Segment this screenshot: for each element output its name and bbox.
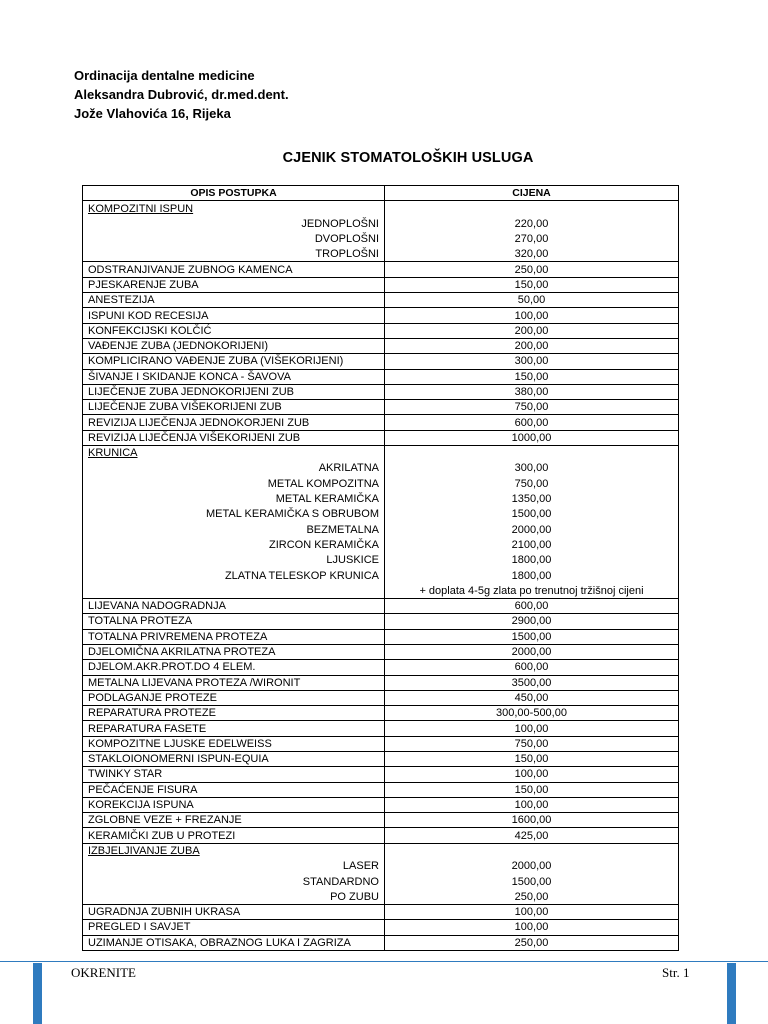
price-value: 50,00: [385, 293, 679, 308]
procedure-label: REPARATURA PROTEZE: [83, 706, 385, 721]
table-row: [83, 461, 679, 476]
table-row: [83, 323, 679, 338]
price-value: [385, 843, 679, 858]
procedure-label: TOTALNA PROTEZA: [83, 614, 385, 629]
price-value: 100,00: [385, 721, 679, 736]
footer-turn-over: OKRENITE: [71, 965, 136, 980]
procedure-label: ZGLOBNE VEZE + FREZANJE: [83, 813, 385, 828]
footer-right-bar: [727, 963, 736, 1024]
table-row: [83, 216, 679, 231]
subitem-label: ZLATNA TELESKOP KRUNICA: [83, 568, 385, 583]
table-row: [83, 369, 679, 384]
price-value: 150,00: [385, 751, 679, 766]
subitem-label: LASER: [83, 859, 385, 874]
procedure-label: KOMPOZITNE LJUSKE EDELWEISS: [83, 736, 385, 751]
price-value: 220,00: [385, 216, 679, 231]
table-row: [83, 660, 679, 675]
table-row: [83, 491, 679, 506]
subitem-label: METAL KERAMIČKA S OBRUBOM: [83, 507, 385, 522]
table-header-row: [83, 186, 679, 201]
subitem-label: ZIRCON KERAMIČKA: [83, 537, 385, 552]
category-label-text: KRUNICA: [88, 447, 138, 460]
price-value: 100,00: [385, 767, 679, 782]
price-value: 1500,00: [385, 874, 679, 889]
procedure-label: UZIMANJE OTISAKA, OBRAZNOG LUKA I ZAGRIZA: [83, 935, 385, 950]
procedure-label: ISPUNI KOD RECESIJA: [83, 308, 385, 323]
procedure-label: PJESKARENJE ZUBA: [83, 277, 385, 292]
table-row: [83, 920, 679, 935]
price-value: 2000,00: [385, 522, 679, 537]
table-row: [83, 736, 679, 751]
price-value: 1600,00: [385, 813, 679, 828]
category-label: [83, 201, 385, 216]
document-title: CJENIK STOMATOLOŠKIH USLUGA: [282, 150, 534, 166]
procedure-label: REVIZIJA LIJEČENJA VIŠEKORIJENI ZUB: [83, 430, 385, 445]
table-row: [83, 384, 679, 399]
category-label: [83, 843, 385, 858]
price-value: 100,00: [385, 920, 679, 935]
category-label-text: KOMPOZITNI ISPUN: [88, 202, 194, 215]
table-row: [83, 262, 679, 277]
procedure-label: PEČAĆENJE FISURA: [83, 782, 385, 797]
table-row: [83, 706, 679, 721]
price-value: 250,00: [385, 935, 679, 950]
price-value: 3500,00: [385, 675, 679, 690]
procedure-label: METALNA LIJEVANA PROTEZA /WIRONIT: [83, 675, 385, 690]
table-row: [83, 751, 679, 766]
footer-left-bar: [33, 963, 42, 1024]
procedure-label: REVIZIJA LIJEČENJA JEDNOKORJENI ZUB: [83, 415, 385, 430]
subitem-label: DVOPLOŠNI: [83, 231, 385, 246]
procedure-label: ANESTEZIJA: [83, 293, 385, 308]
table-row: [83, 522, 679, 537]
price-value: 2100,00: [385, 537, 679, 552]
table-row: [83, 874, 679, 889]
price-table: [82, 185, 679, 951]
procedure-label: VAĐENJE ZUBA (JEDNOKORIJENI): [83, 338, 385, 353]
table-row: [83, 767, 679, 782]
price-value: 200,00: [385, 323, 679, 338]
subitem-label: METAL KOMPOZITNA: [83, 476, 385, 491]
table-row: [83, 415, 679, 430]
price-value: 250,00: [385, 262, 679, 277]
price-value: 425,00: [385, 828, 679, 843]
table-row: [83, 675, 679, 690]
price-value: 300,00: [385, 461, 679, 476]
procedure-label: ŠIVANJE I SKIDANJE KONCA - ŠAVOVA: [83, 369, 385, 384]
practice-address: Jože Vlahovića 16, Rijeka: [74, 106, 231, 121]
table-row: [83, 721, 679, 736]
table-row: [83, 797, 679, 812]
price-value: 450,00: [385, 690, 679, 705]
table-row: [83, 201, 679, 216]
table-row: [83, 935, 679, 950]
price-value: 150,00: [385, 369, 679, 384]
column-header-price: CIJENA: [385, 186, 679, 201]
table-row: [83, 629, 679, 644]
price-value: 100,00: [385, 308, 679, 323]
procedure-label: TWINKY STAR: [83, 767, 385, 782]
price-value: 1500,00: [385, 507, 679, 522]
table-row: [83, 247, 679, 262]
column-header-description: OPIS POSTUPKA: [83, 186, 385, 201]
table-row: [83, 354, 679, 369]
price-value: 1000,00: [385, 430, 679, 445]
subitem-label: PO ZUBU: [83, 889, 385, 904]
procedure-label: PREGLED I SAVJET: [83, 920, 385, 935]
price-value: 150,00: [385, 277, 679, 292]
procedure-label: LIJEČENJE ZUBA JEDNOKORIJENI ZUB: [83, 384, 385, 399]
practice-header: [74, 66, 289, 123]
table-row: [83, 782, 679, 797]
price-value: 320,00: [385, 247, 679, 262]
price-value: 1350,00: [385, 491, 679, 506]
procedure-label: PODLAGANJE PROTEZE: [83, 690, 385, 705]
price-value: 2000,00: [385, 644, 679, 659]
price-value: 1800,00: [385, 553, 679, 568]
procedure-label: KOREKCIJA ISPUNA: [83, 797, 385, 812]
doctor-name: Aleksandra Dubrović, dr.med.dent.: [74, 87, 289, 102]
procedure-label: ODSTRANJIVANJE ZUBNOG KAMENCA: [83, 262, 385, 277]
category-label: [83, 446, 385, 461]
table-row: [83, 583, 679, 598]
procedure-label: DJELOM.AKR.PROT.DO 4 ELEM.: [83, 660, 385, 675]
table-row: [83, 231, 679, 246]
price-value: 600,00: [385, 415, 679, 430]
table-row: [83, 859, 679, 874]
procedure-label: LIJEČENJE ZUBA VIŠEKORIJENI ZUB: [83, 400, 385, 415]
price-value: 100,00: [385, 797, 679, 812]
table-row: [83, 476, 679, 491]
price-value: 2900,00: [385, 614, 679, 629]
procedure-label: KERAMIČKI ZUB U PROTEZI: [83, 828, 385, 843]
table-row: [83, 813, 679, 828]
procedure-label: UGRADNJA ZUBNIH UKRASA: [83, 904, 385, 919]
table-row: [83, 400, 679, 415]
price-value: 750,00: [385, 400, 679, 415]
price-value: 150,00: [385, 782, 679, 797]
table-row: [83, 507, 679, 522]
table-row: [83, 828, 679, 843]
table-row: [83, 308, 679, 323]
page-number: Str. 1: [662, 965, 690, 980]
table-row: [83, 338, 679, 353]
table-row: [83, 553, 679, 568]
price-value: 300,00-500,00: [385, 706, 679, 721]
table-row: [83, 568, 679, 583]
table-row: [83, 904, 679, 919]
price-value: 600,00: [385, 599, 679, 614]
table-row: [83, 293, 679, 308]
subitem-label: STANDARDNO: [83, 874, 385, 889]
table-row: [83, 843, 679, 858]
table-row: [83, 614, 679, 629]
practice-name: Ordinacija dentalne medicine: [74, 68, 255, 83]
subitem-label: METAL KERAMIČKA: [83, 491, 385, 506]
procedure-label: DJELOMIČNA AKRILATNA PROTEZA: [83, 644, 385, 659]
procedure-label: KONFEKCIJSKI KOLČIĆ: [83, 323, 385, 338]
subitem-label: AKRILATNA: [83, 461, 385, 476]
price-value: 750,00: [385, 476, 679, 491]
table-row: [83, 277, 679, 292]
subitem-label: TROPLOŠNI: [83, 247, 385, 262]
price-value: 1800,00: [385, 568, 679, 583]
price-value: 600,00: [385, 660, 679, 675]
price-value: 200,00: [385, 338, 679, 353]
table-row: [83, 599, 679, 614]
footer-rule: [0, 961, 768, 962]
price-table-body: [83, 201, 679, 951]
price-value: 250,00: [385, 889, 679, 904]
category-label-text: IZBJELJIVANJE ZUBA: [88, 845, 200, 858]
procedure-label: TOTALNA PRIVREMENA PROTEZA: [83, 629, 385, 644]
procedure-label: LIJEVANA NADOGRADNJA: [83, 599, 385, 614]
price-value: 270,00: [385, 231, 679, 246]
procedure-label: REPARATURA FASETE: [83, 721, 385, 736]
table-row: [83, 690, 679, 705]
subitem-label: JEDNOPLOŠNI: [83, 216, 385, 231]
price-value: 2000,00: [385, 859, 679, 874]
price-value: 100,00: [385, 904, 679, 919]
price-value: + doplata 4-5g zlata po trenutnoj tržišnoj cijeni: [385, 583, 679, 598]
price-value: [385, 446, 679, 461]
subitem-label: BEZMETALNA: [83, 522, 385, 537]
price-value: 380,00: [385, 384, 679, 399]
price-value: 1500,00: [385, 629, 679, 644]
price-value: 750,00: [385, 736, 679, 751]
table-row: [83, 446, 679, 461]
price-value: 300,00: [385, 354, 679, 369]
table-row: [83, 889, 679, 904]
subitem-label: [83, 583, 385, 598]
procedure-label: STAKLOIONOMERNI ISPUN-EQUIA: [83, 751, 385, 766]
table-row: [83, 644, 679, 659]
table-row: [83, 430, 679, 445]
procedure-label: KOMPLICIRANO VAĐENJE ZUBA (VIŠEKORIJENI): [83, 354, 385, 369]
price-value: [385, 201, 679, 216]
table-row: [83, 537, 679, 552]
subitem-label: LJUSKICE: [83, 553, 385, 568]
